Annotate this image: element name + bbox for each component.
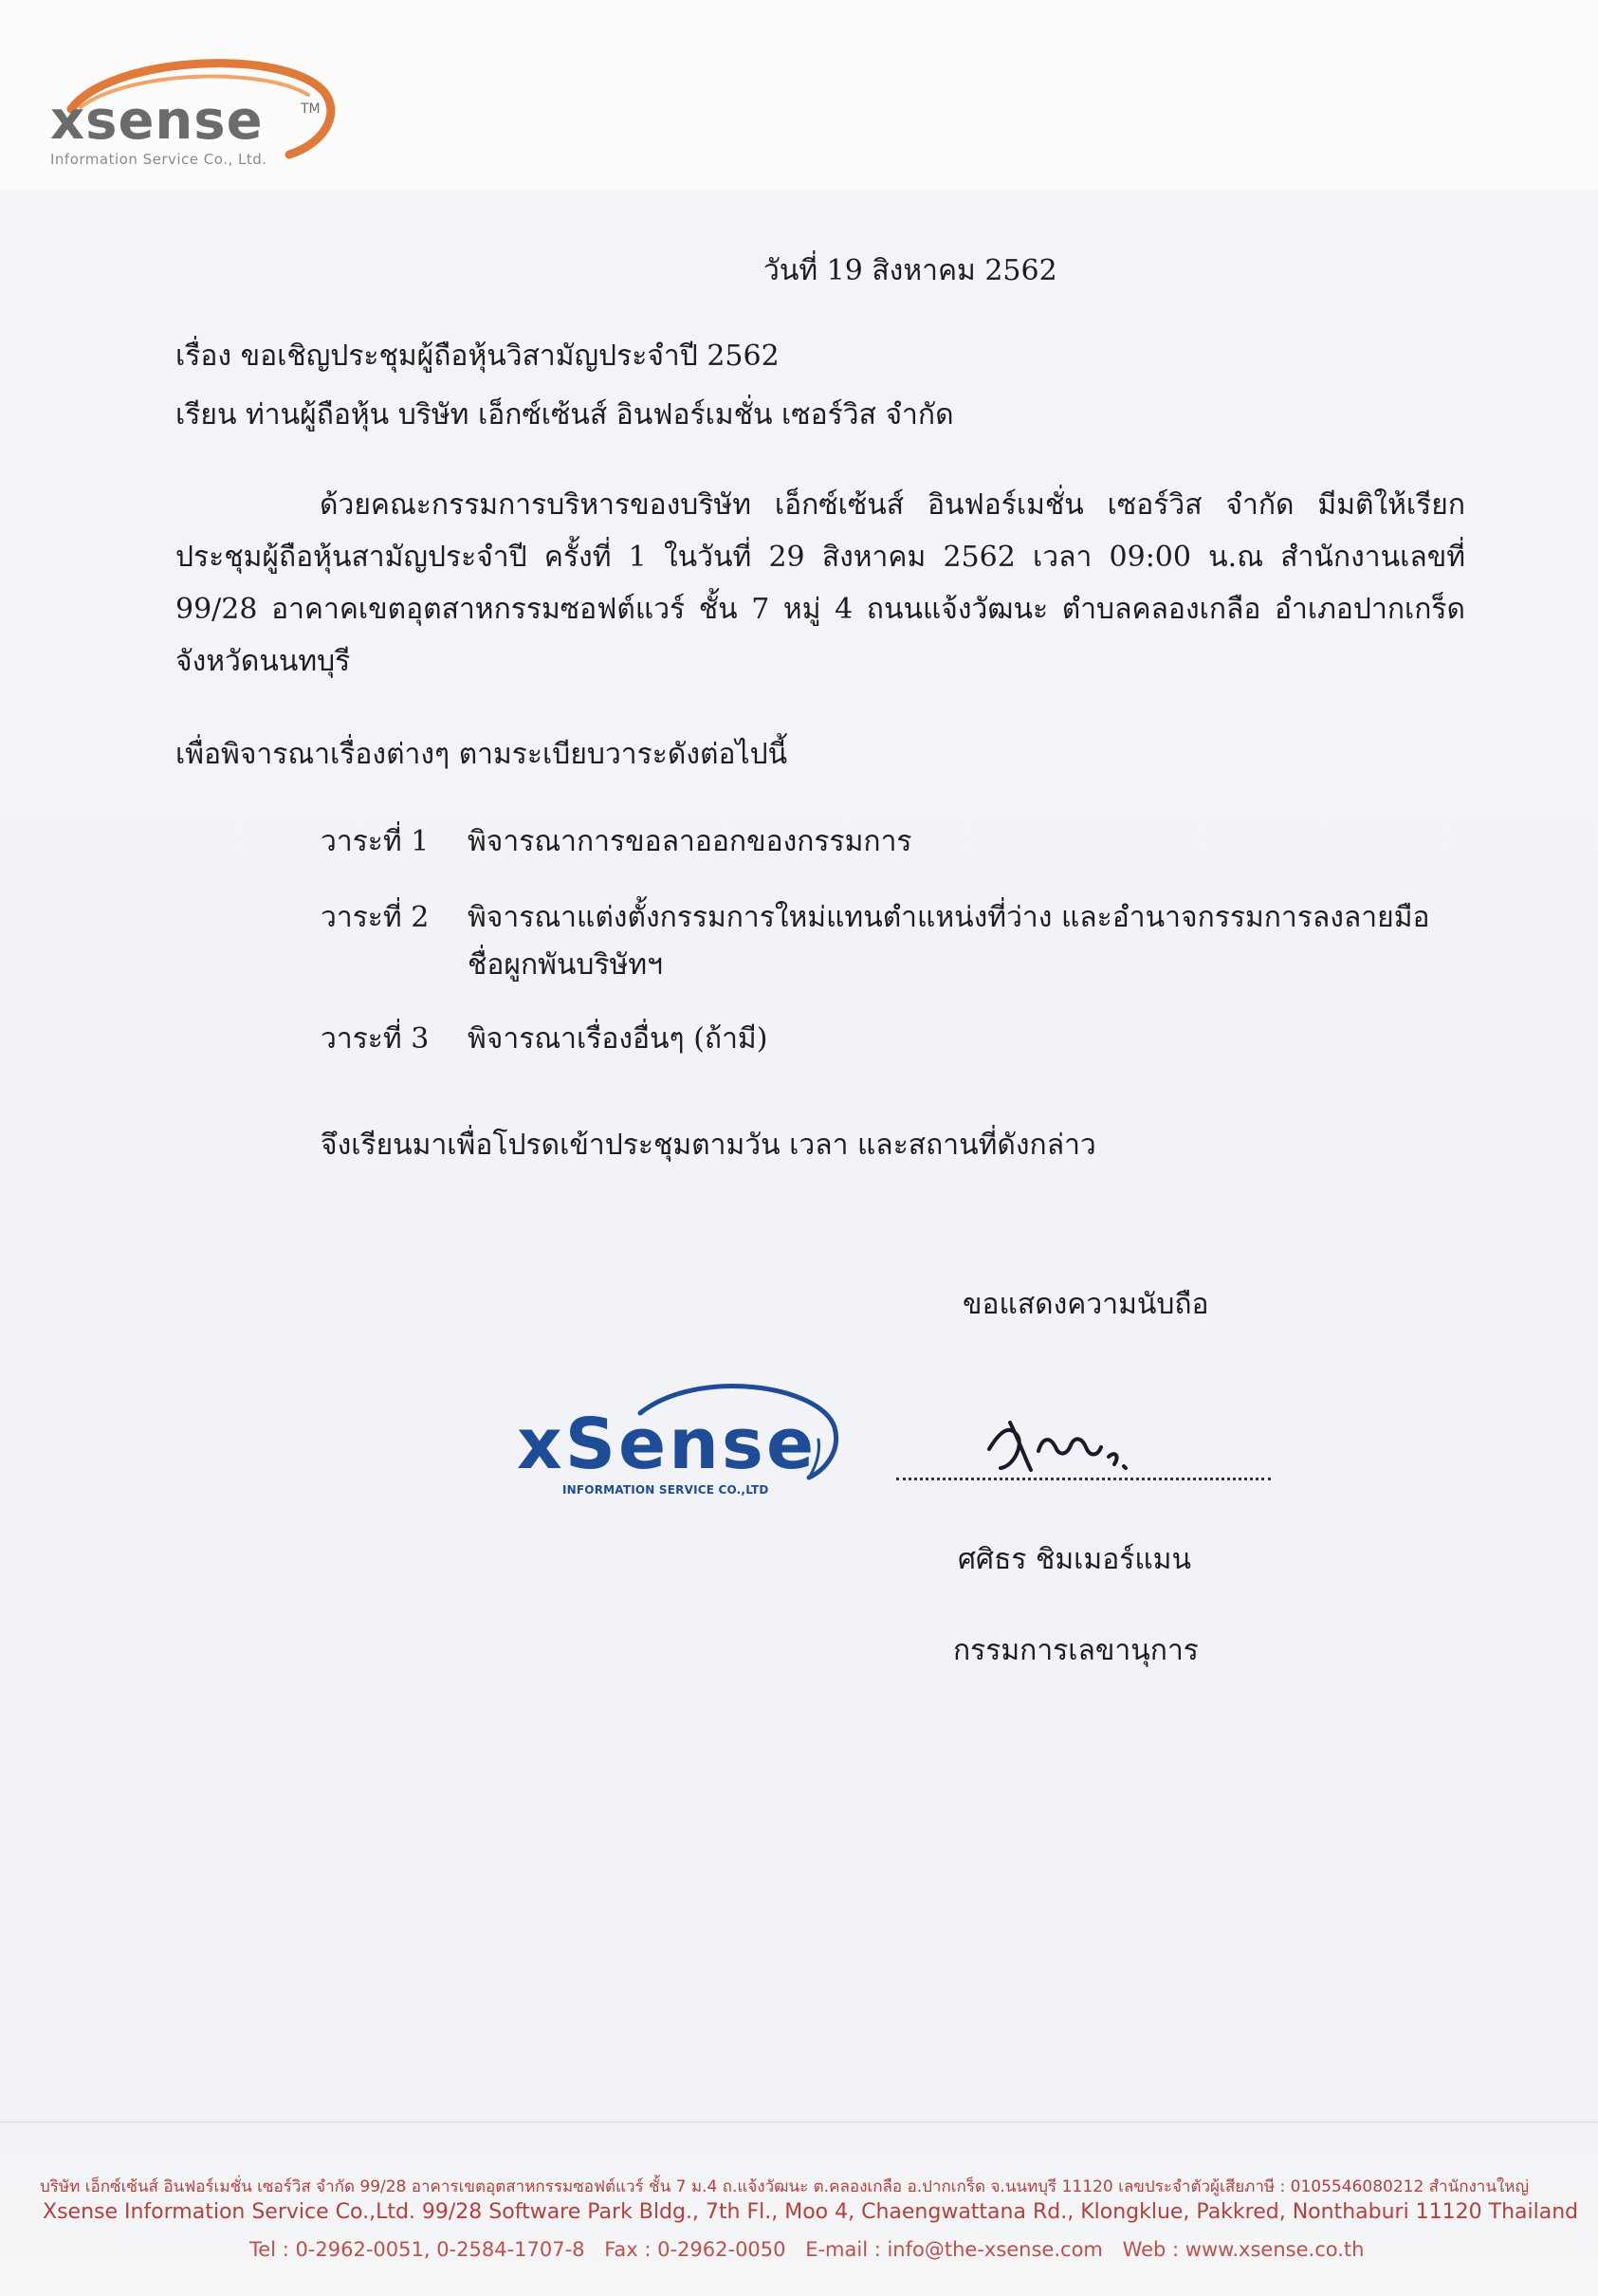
letter-date: วันที่ 19 สิงหาคม 2562: [763, 254, 1057, 287]
agenda-1-label: วาระที่ 1: [321, 825, 430, 858]
agenda-2-label: วาระที่ 2: [321, 901, 430, 934]
footer-thai-address: บริษัท เอ็กซ์เซ้นส์ อินฟอร์เมชั่น เซอร์วิส จำกัด 99/28 อาคารเขตอุตสาหกรรมซอฟต์แวร์ ชั้น 7 ม.4 ถ.แจ้งวัฒนะ ต.คลองเกลือ อ.ปากเกร็ด จ.นนทบุรี 11120 เลขประจำตัวผู้เสียภาษี : 0105546080212 สำนักงานใหญ่: [40, 2177, 1529, 2196]
footer-english-address: Xsense Information Service Co.,Ltd. 99/28 Software Park Bldg., 7th Fl., Moo 4, Chaengwattana Rd., Klongklue, Pakkred, Nonthaburi 11120 Thailand: [43, 2200, 1579, 2224]
signer-name: ศศิธร ชิมเมอร์แมน: [958, 1543, 1191, 1576]
letter-regards: ขอแสดงความนับถือ: [963, 1288, 1209, 1321]
agenda-3-text: พิจารณาเรื่องอื่นๆ (ถ้ามี): [468, 1022, 768, 1056]
letter-subject: เรื่อง ขอเชิญประชุมผู้ถือหุ้นวิสามัญประจำปี 2562: [175, 340, 780, 373]
agenda-3-label: วาระที่ 3: [321, 1022, 430, 1056]
stamp-subtitle: INFORMATION SERVICE CO.,LTD: [562, 1483, 769, 1497]
stamp-wordmark: xSense: [517, 1404, 817, 1485]
company-stamp: [507, 1375, 849, 1508]
logo-tagline: Information Service Co., Ltd.: [50, 151, 267, 168]
signer-title: กรรมการเลขานุการ: [953, 1634, 1199, 1667]
letter-body: ด้วยคณะกรรมการบริหารของบริษัท เอ็กซ์เซ้นส์ อินฟอร์เมชั่น เซอร์วิส จำกัด มีมติให้เรียกประชุมผู้ถือหุ้นสามัญประจำปี ครั้งที่ 1 ในวันที่ 29 สิงหาคม 2562 เวลา 09:00 น.ณ สำนักงานเลขที่ 99/28 อาคาคเขตอุตสาหกรรมซอฟต์แวร์ ชั้น 7 หมู่ 4 ถนนแจ้งวัฒนะ ตำบลคลองเกลือ อำเภอปากเกร็ด จังหวัดนนทบุรี: [175, 488, 1465, 678]
agenda-2-text: พิจารณาแต่งตั้งกรรมการใหม่แทนตำแหน่งที่ว่าง และอำนาจกรรมการลงลายมือชื่อผูกพันบริษัทฯ: [468, 901, 1430, 982]
footer-contacts: [249, 2238, 1377, 2261]
company-logo: [43, 52, 346, 175]
signature-line: [896, 1478, 1271, 1480]
letter-recipient: เรียน ท่านผู้ถือหุ้น บริษัท เอ็กซ์เซ้นส์ อินฟอร์เมชั่น เซอร์วิส จำกัด: [175, 398, 954, 432]
footer-fax: Fax : 0-2962-0050: [604, 2238, 786, 2261]
logo-wordmark: xsense: [50, 90, 264, 152]
signature-icon: [982, 1413, 1133, 1479]
logo-trademark: TM: [301, 101, 321, 117]
agenda-1-text: พิจารณาการขอลาออกของกรรมการ: [468, 825, 912, 858]
letter-closing: จึงเรียนมาเพื่อโปรดเข้าประชุมตามวัน เวลา และสถานที่ดังกล่าว: [321, 1129, 1096, 1162]
agenda-intro: เพื่อพิจารณาเรื่องต่างๆ ตามระเบียบวาระดังต่อไปนี้: [175, 738, 788, 771]
footer-web: Web : www.xsense.co.th: [1122, 2238, 1365, 2261]
footer-tel: Tel : 0-2962-0051, 0-2584-1707-8: [249, 2238, 585, 2261]
footer-email: E-mail : info@the-xsense.com: [805, 2238, 1103, 2261]
